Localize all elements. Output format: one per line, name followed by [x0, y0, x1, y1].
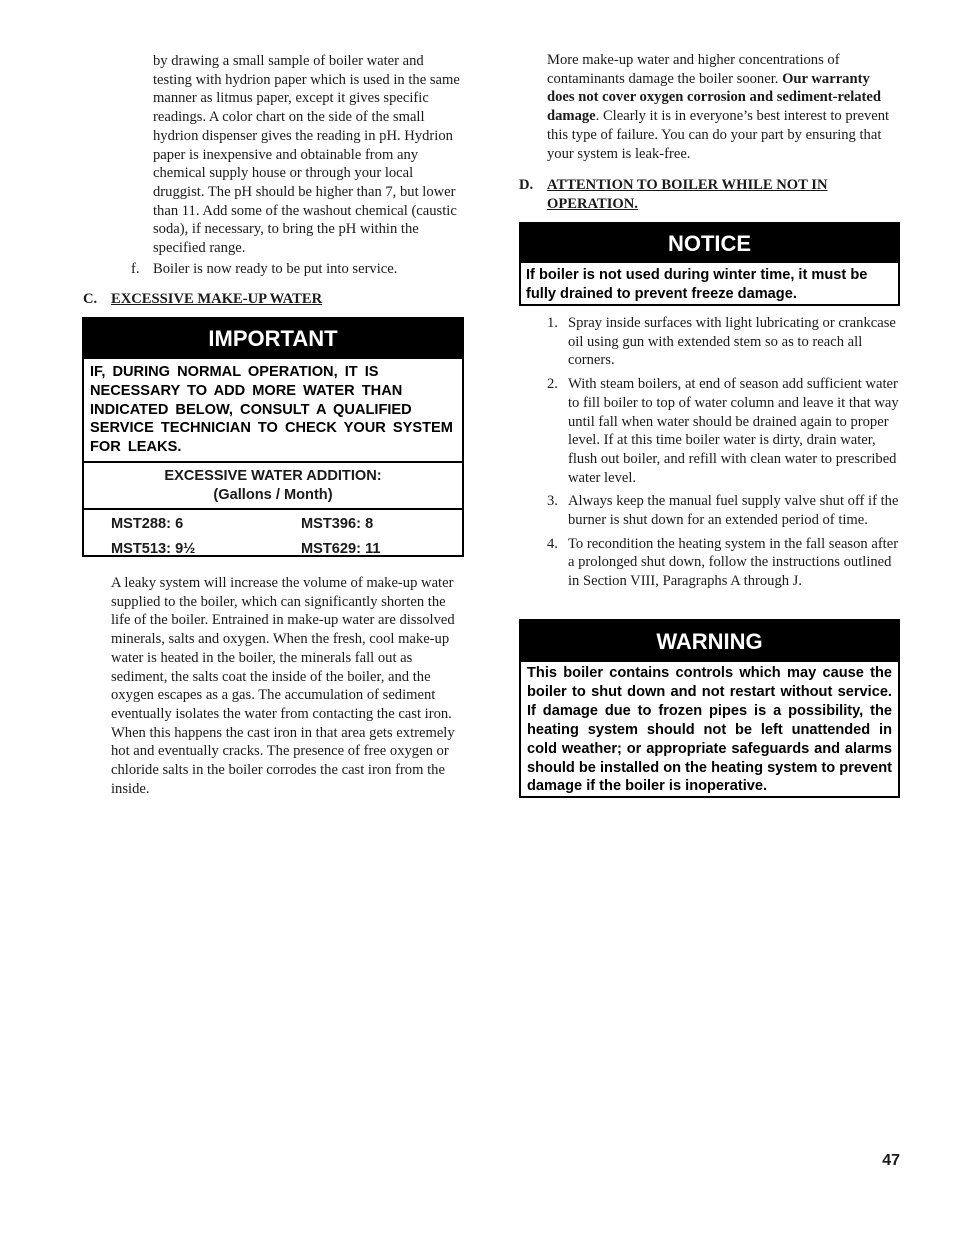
- page-number: 47: [882, 1152, 900, 1169]
- shutdown-steps-list: [547, 314, 899, 596]
- warranty-emphasis: Our warranty does not cover oxygen corrosion and sediment-related damage: [547, 70, 882, 125]
- important-callout: [82, 317, 464, 557]
- important-body: IF, DURING NORMAL OPERATION, IT IS NECESSARY TO ADD MORE WATER THAN INDICATED BELOW, CONSULT A QUALIFIED SERVICE TECHNICIAN TO CHECK YOUR SYSTEM FOR LEAKS.: [90, 364, 453, 456]
- list-item-f: [131, 260, 461, 279]
- table-cell: MST513: 9½: [111, 540, 196, 557]
- list-number: 2.: [547, 376, 558, 393]
- paragraph-hydrion-test: by drawing a small sample of boiler water and testing with hydrion paper which is used in the same manner as litmus paper, except it gives specific readings. A color chart on the side of the small hydrion dispenser gives the reading in pH. Hydrion paper is inexpensive and obtainable from any chemical supply house or through your local druggist. The pH should be higher than 7, but lower than 11. Add some of the washout chemical (caustic soda), if necessary, to bring the pH within the specified range.: [153, 53, 460, 257]
- list-item: [547, 492, 899, 529]
- warning-title: WARNING: [521, 621, 898, 662]
- list-number: 4.: [547, 535, 558, 552]
- text-run: More make-up water and higher concentrations of contaminants damage the boiler sooner.: [547, 52, 840, 87]
- important-title: IMPORTANT: [84, 319, 462, 359]
- notice-title: NOTICE: [521, 224, 898, 263]
- section-letter: D.: [519, 177, 534, 193]
- water-addition-table: [84, 510, 462, 564]
- section-heading-d: [519, 176, 899, 216]
- list-item-text: Always keep the manual fuel supply valve shut off if the burner is shut down for an extended period of time.: [568, 493, 899, 529]
- list-item: [547, 535, 899, 591]
- table-cell: MST629: 11: [301, 540, 381, 557]
- section-heading-c: [83, 290, 463, 310]
- warning-callout: [519, 619, 900, 798]
- water-addition-units: (Gallons / Month): [213, 486, 333, 503]
- notice-body: If boiler is not used during winter time, it must be fully drained to prevent freeze damage.: [526, 267, 868, 302]
- water-addition-heading: [84, 463, 462, 508]
- list-item-text: Boiler is now ready to be put into service.: [153, 261, 398, 277]
- table-cell: MST288: 6: [111, 515, 184, 532]
- list-item: [547, 375, 899, 487]
- warning-body: This boiler contains controls which may cause the boiler to shut down and not restart without service. If damage due to frozen pipes is a possibility, the heating system should not be left unattended in cold weather; or appropriate safeguards and alarms should be installed on the heating system to prevent damage if the boiler is inoperative.: [527, 665, 892, 795]
- list-item-text: To recondition the heating system in the fall season after a prolonged shut down, follow the instructions outlined in Section VIII, Paragraphs A through J.: [568, 535, 899, 590]
- list-number: 3.: [547, 493, 558, 510]
- section-title: ATTENTION TO BOILER WHILE NOT IN OPERATION.: [547, 177, 828, 212]
- list-marker: f.: [131, 261, 140, 277]
- list-item-text: Spray inside surfaces with light lubricating or crankcase oil using gun with extended stem so as to reach all corners.: [568, 315, 896, 369]
- paragraph-warranty: [547, 51, 899, 163]
- notice-callout: [519, 222, 900, 306]
- list-number: 1.: [547, 315, 558, 331]
- text-run: . Clearly it is in everyone’s best interest to prevent this type of failure. You can do your part by ensuring that your system is leak-free.: [547, 108, 890, 162]
- table-cell: MST396: 8: [301, 515, 374, 532]
- water-addition-title: EXCESSIVE WATER ADDITION:: [164, 467, 382, 484]
- section-letter: C.: [83, 291, 98, 307]
- list-item-text: With steam boilers, at end of season add sufficient water to fill boiler to top of water column and leave it that way until fall when water should be drained again to proper level. If at this time boiler water is dirty, drain water, flush out boiler, and refill with clean water to prescribed water level.: [568, 376, 899, 486]
- section-title: EXCESSIVE MAKE-UP WATER: [111, 291, 323, 307]
- list-item: [547, 314, 899, 370]
- paragraph-leaky-system: A leaky system will increase the volume of make-up water supplied to the boiler, which can significantly shorten the life of the boiler. Entrained in make-up water are dissolved minerals, salts and oxygen. When the fresh, cool make-up water is heated in the boiler, the minerals fall out as sediment, the salts coat the inside of the boiler, and the oxygen escapes as a gas. The accumulation of sediment eventually isolates the water from contacting the cast iron. When this happens the cast iron in that area gets extremely hot and eventually cracks. The presence of free oxygen or chloride salts in the boiler corrodes the cast iron from the inside.: [111, 575, 455, 797]
